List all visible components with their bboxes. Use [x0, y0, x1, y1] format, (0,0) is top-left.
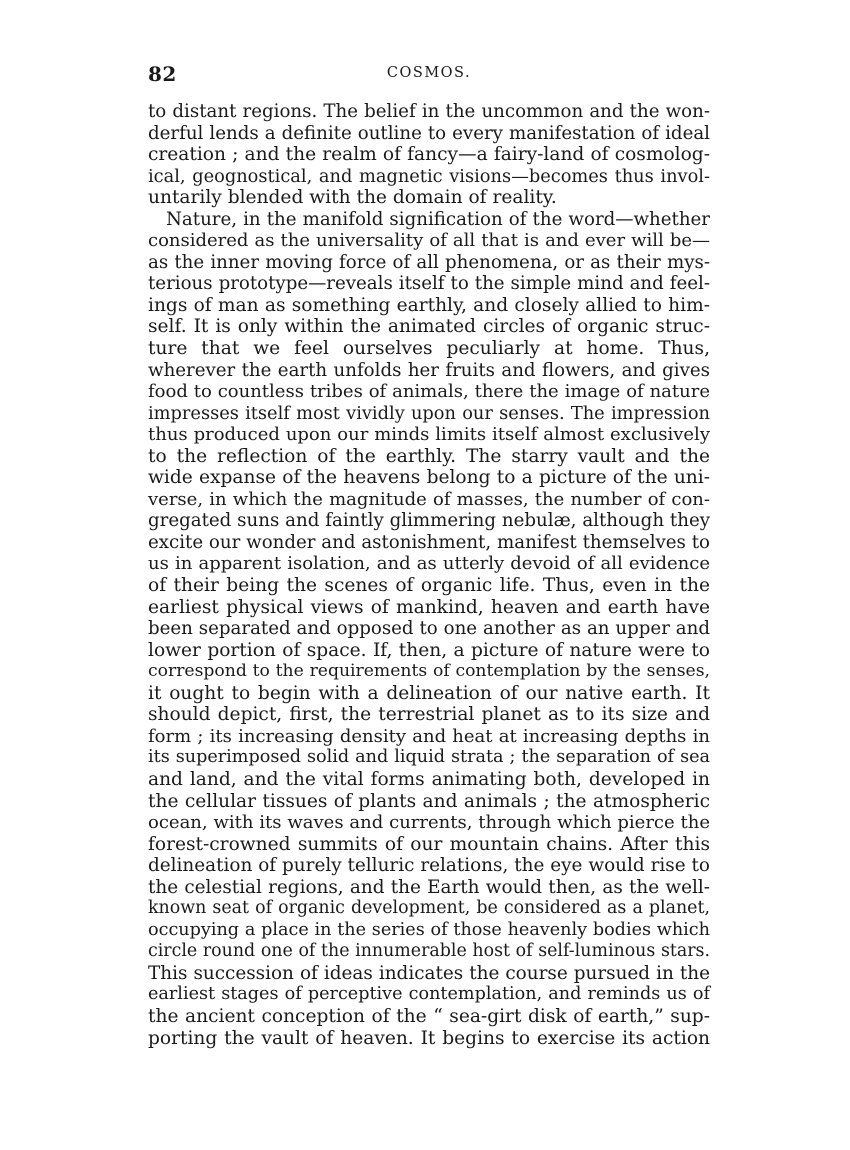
text-line: of their being the scenes of organic life. Thus, even in the — [148, 575, 710, 597]
text-line: been separated and opposed to one another as an upper and — [148, 618, 710, 640]
text-line: and land, and the vital forms animating both, developed in — [148, 768, 710, 790]
text-line: porting the vault of heaven. It begins to exercise its action — [148, 1027, 710, 1049]
text-line: circle round one of the innumerable host of self-luminous stars. — [148, 941, 710, 962]
text-line: impresses itself most vividly upon our senses. The impression — [148, 402, 710, 424]
text-line: thus produced upon our minds limits itself almost exclusively — [148, 424, 710, 446]
text-line: ocean, with its waves and currents, through which pierce the — [148, 812, 710, 834]
text-line: gregated suns and faintly glimmering nebulæ, although they — [148, 510, 710, 532]
text-line: known seat of organic development, be considered as a planet, — [148, 898, 710, 919]
text-line: the cellular tissues of plants and animals ; the atmospheric — [148, 790, 710, 812]
text-line: wide expanse of the heavens belong to a picture of the uni- — [148, 467, 710, 489]
text-line: lower portion of space. If, then, a picture of nature were to — [148, 639, 710, 661]
text-line: correspond to the requirements of contemplation by the senses, — [148, 661, 710, 682]
text-line: excite our wonder and astonishment, manifest themselves to — [148, 531, 710, 553]
text-line: the celestial regions, and the Earth would then, as the well- — [148, 876, 710, 898]
running-head: COSMOS. — [386, 65, 472, 81]
text-line: to the reflection of the earthly. The starry vault and the — [148, 445, 710, 467]
text-line: ings of man as something earthly, and closely allied to him- — [148, 294, 710, 316]
text-line: terious prototype—reveals itself to the simple mind and feel- — [148, 273, 710, 295]
text-line: ture that we feel ourselves peculiarly at home. Thus, — [148, 338, 710, 360]
text-line: occupying a place in the series of those heavenly bodies which — [148, 919, 710, 940]
text-line: earliest physical views of mankind, heaven and earth have — [148, 596, 710, 618]
text-line: wherever the earth unfolds her fruits and flowers, and gives — [148, 359, 710, 381]
text-line: should depict, first, the terrestrial planet as to its size and — [148, 704, 710, 726]
text-line: untarily blended with the domain of reality. — [148, 187, 557, 209]
text-line: This succession of ideas indicates the course pursued in the — [148, 962, 710, 984]
text-line: to distant regions. The belief in the uncommon and the won- — [148, 101, 710, 122]
body-text — [148, 101, 710, 1049]
text-line: ical, geognostical, and magnetic visions—becomes thus invol- — [148, 165, 710, 187]
text-line: us in apparent isolation, and as utterly devoid of all evidence — [148, 553, 710, 575]
text-line: food to countless tribes of animals, there the image of nature — [148, 381, 710, 403]
text-line: verse, in which the magnitude of masses, the number of con- — [148, 488, 710, 510]
text-line: it ought to begin with a delineation of our native earth. It — [148, 682, 710, 704]
paragraph-first-line: Nature, in the manifold signification of the word—whether — [166, 208, 710, 230]
text-line: earliest stages of perceptive contemplation, and reminds us of — [148, 984, 710, 1005]
text-line: delineation of purely telluric relations, the eye would rise to — [148, 855, 710, 877]
page-header — [148, 62, 710, 92]
text-line: form ; its increasing density and heat at increasing depths in — [148, 725, 710, 747]
text-line: as the inner moving force of all phenomena, or as their mys- — [148, 251, 710, 273]
text-line: forest-crowned summits of our mountain chains. After this — [148, 833, 710, 855]
text-line: considered as the universality of all that is and ever will be— — [148, 230, 710, 252]
text-line: its superimposed solid and liquid strata ; the separation of sea — [148, 747, 710, 768]
text-line: derful lends a definite outline to every manifestation of ideal — [148, 122, 710, 144]
text-line: the ancient conception of the “ sea-girt disk of earth,” sup- — [148, 1005, 710, 1027]
text-line: self. It is only within the animated circles of organic struc- — [148, 316, 710, 338]
text-line: creation ; and the realm of fancy—a fairy-land of cosmolog- — [148, 144, 710, 166]
page-number: 82 — [148, 62, 177, 86]
